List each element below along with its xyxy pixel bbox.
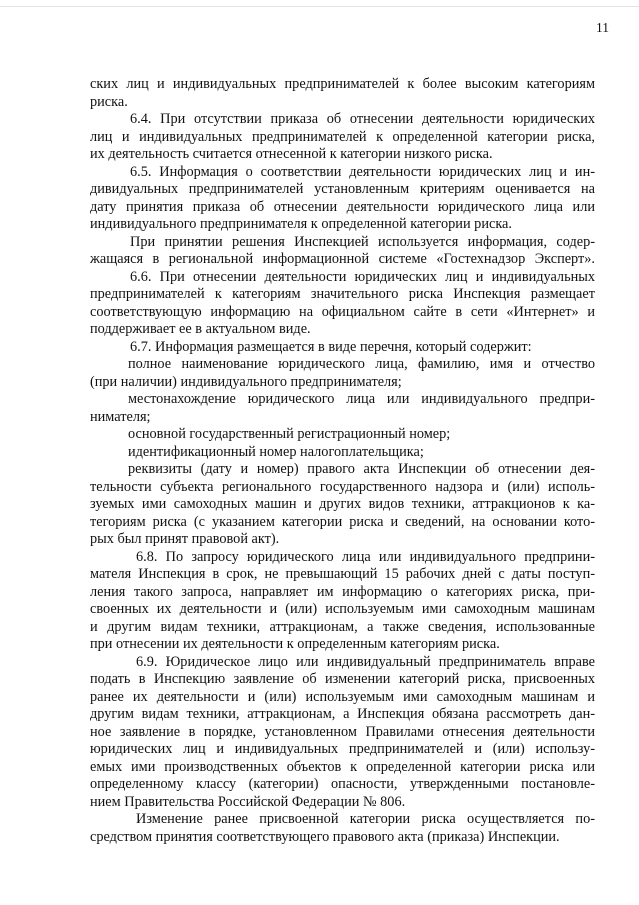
text-line: риска. — [90, 93, 128, 110]
text-line: 6.4. При отсутствии приказа об отнесении деятельности юридических — [130, 111, 595, 127]
text-line: средством принятия соответствующего правового акта (приказа) Инспекции. — [90, 828, 560, 845]
text-line: рых был принят правовой акт). — [90, 531, 280, 547]
text-line: тельности субъекта регионального государственного надзора и (или) исполь- — [90, 478, 595, 495]
text-line: лиц и индивидуальных предпринимателей к определенной категории риска, — [90, 128, 595, 145]
text-line: дивидуальных предпринимателей установленным критериям оценивается на — [90, 181, 595, 197]
text-line: реквизиты (дату и номер) правого акта Инспекции об отнесении дея- — [128, 461, 595, 477]
text-line: своенных их деятельности и (или) используемым ими самоходным машинам — [90, 601, 595, 617]
text-line: емых ими производственных объектов к определенной категории риска или — [90, 758, 595, 775]
text-line: дату принятия приказа об отнесении деятельности юридического лица или — [90, 198, 595, 215]
text-line: поддерживает ее в актуальном виде. — [90, 321, 311, 337]
text-line: При принятии решения Инспекцией используется информация, содер- — [130, 233, 595, 250]
text-line: подать в Инспекцию заявление об изменении категорий риска, присвоенных — [90, 671, 595, 687]
text-line: и другим видам техники, аттракционам, а также сведения, использованные — [90, 618, 595, 635]
text-line: идентификационный номер налогоплательщика; — [128, 443, 424, 460]
text-line: индивидуального предпринимателя к определенной категории риска. — [90, 216, 512, 232]
text-line: зуемых ими самоходных машин и других видов техники, аттракционов к ка- — [90, 496, 595, 512]
text-line: другим видам техники, аттракционам, а Инспекция обязана рассмотреть дан- — [90, 706, 595, 722]
text-line: 6.6. При отнесении деятельности юридических лиц и индивидуальных — [130, 268, 595, 285]
text-line: 6.7. Информация размещается в виде перечня, который содержит: — [130, 338, 532, 355]
text-line: ления такого запроса, направляет им информацию о категориях риска, при- — [90, 583, 595, 600]
text-line: предпринимателей к категориям значительного риска Инспекция размещает — [90, 286, 595, 302]
text-line: 6.8. По запросу юридического лица или индивидуального предприни- — [136, 548, 595, 565]
text-line: полное наименование юридического лица, фамилию, имя и отчество — [128, 356, 595, 372]
text-line: основной государственный регистрационный номер; — [128, 426, 451, 442]
document-body — [90, 76, 595, 846]
text-line: 6.5. Информация о соответствии деятельности юридических лиц и ин- — [130, 163, 595, 180]
text-line: при отнесении их деятельности к определенным категориям риска. — [90, 636, 500, 652]
page-top-edge — [0, 6, 639, 7]
text-line: (при наличии) индивидуального предпринимателя; — [90, 373, 402, 390]
text-line: Изменение ранее присвоенной категории риска осуществляется по- — [136, 811, 595, 827]
text-line: тегориям риска (с указанием категории риска и сведений, на основании кото- — [90, 513, 595, 530]
text-line: ских лиц и индивидуальных предпринимателей к более высоким категориям — [90, 76, 595, 92]
text-line: ранее их деятельности и (или) используемым ими самоходным машинам и — [90, 688, 595, 705]
text-line: мателя Инспекция в срок, не превышающий 15 рабочих дней с даты поступ- — [90, 566, 595, 582]
text-line: их деятельность считается отнесенной к категории низкого риска. — [90, 146, 493, 162]
text-line: юридических лиц и индивидуальных предпринимателей и (или) использу- — [90, 741, 595, 757]
text-line: нимателя; — [90, 408, 151, 425]
text-line: определенному классу (категории) опасности, утвержденными постановле- — [90, 776, 595, 792]
page-number: 11 — [596, 20, 609, 35]
text-line: нием Правительства Российской Федерации № 806. — [90, 793, 406, 810]
text-line: ное заявление в порядке, установленном Правилами отнесения деятельности — [90, 723, 595, 740]
text-line: 6.9. Юридическое лицо или индивидуальный предприниматель вправе — [136, 653, 595, 670]
text-line: соответствующую информацию на официальном сайте в сети «Интернет» и — [90, 303, 595, 320]
text-line: местонахождение юридического лица или индивидуального предпри- — [128, 391, 595, 407]
text-line: жащаяся в региональной информационной системе «Гостехнадзор Эксперт». — [90, 251, 595, 267]
